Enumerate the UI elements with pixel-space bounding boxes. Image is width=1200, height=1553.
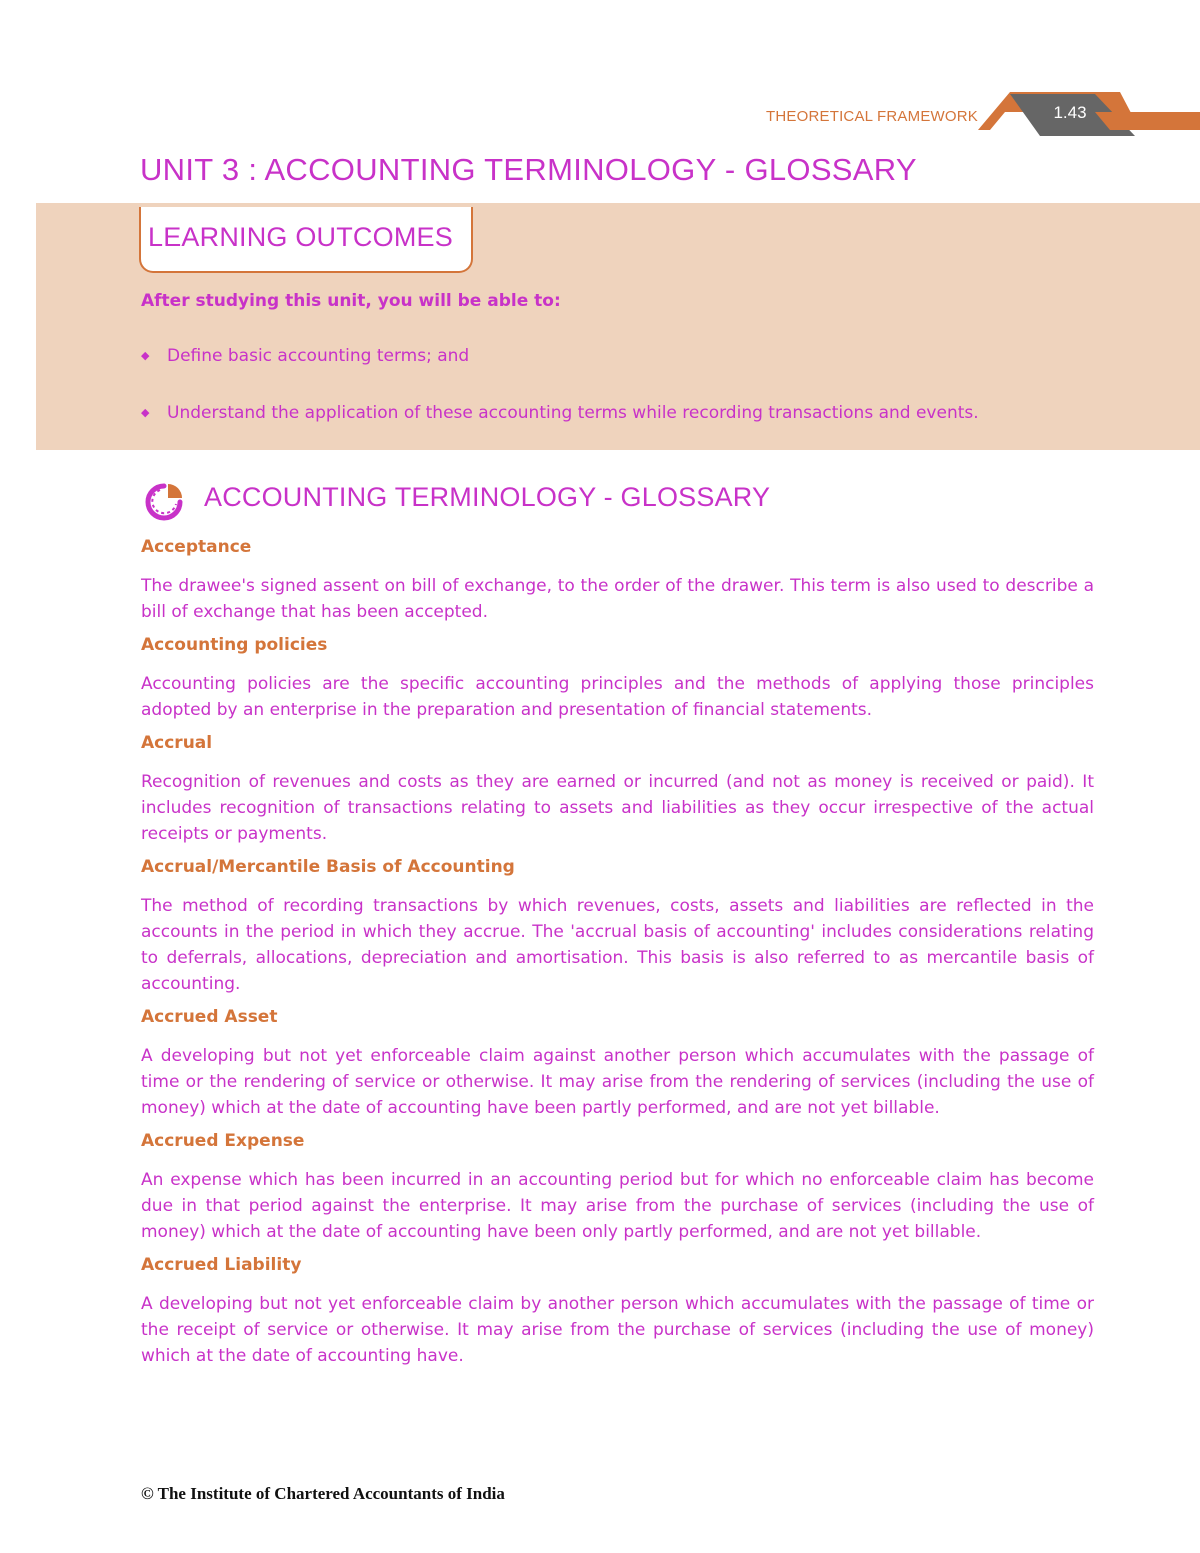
glossary-term: Accrued Expense	[141, 1131, 305, 1151]
unit-title: UNIT 3 : ACCOUNTING TERMINOLOGY - GLOSSARY	[140, 152, 917, 187]
outcome-item	[141, 403, 979, 423]
glossary-definition: A developing but not yet enforceable claim against another person which accumulates with the passage of time or the rendering of service or otherwise. It may arise from the rendering of services (including the use of money) which at the date of accounting have been partly performed, and are not yet billable.	[141, 1046, 1094, 1118]
header-band	[0, 92, 1200, 142]
glossary-term: Accounting policies	[141, 635, 328, 655]
section-title: ACCOUNTING TERMINOLOGY - GLOSSARY	[204, 482, 771, 512]
glossary-entry	[141, 535, 1094, 625]
glossary-term: Accrual/Mercantile Basis of Accounting	[141, 857, 515, 877]
diamond-bullet-icon: ◆	[141, 406, 150, 419]
outcome-item	[141, 346, 469, 366]
glossary-definition: The method of recording transactions by which revenues, costs, assets and liabilities are reflected in the accounts in the period in which they accrue. The 'accrual basis of accounting' includes considerations relating to deferrals, allocations, depreciation and amortisation. This basis is also referred to as mercantile basis of accounting.	[141, 896, 1094, 994]
glossary-definition: A developing but not yet enforceable claim by another person which accumulates with the passage of time or the receipt of service or otherwise. It may arise from the purchase of services (including the use of money) which at the date of accounting have.	[141, 1294, 1094, 1366]
learning-outcomes-heading: LEARNING OUTCOMES	[148, 222, 453, 252]
header-section-label: THEORETICAL FRAMEWORK	[766, 108, 978, 125]
glossary-entry	[141, 1005, 1094, 1121]
outcome-item-text: Define basic accounting terms; and	[167, 346, 470, 366]
glossary-entry	[141, 1253, 1094, 1369]
pie-chart-icon	[140, 480, 188, 522]
outcome-item-text: Understand the application of these accounting terms while recording transactions and events.	[167, 403, 979, 423]
glossary-list	[141, 535, 1094, 1377]
page-number: 1.43	[1053, 103, 1087, 122]
glossary-entry	[141, 633, 1094, 723]
glossary-definition: The drawee's signed assent on bill of exchange, to the order of the drawer. This term is also used to describe a bill of exchange that has been accepted.	[141, 576, 1094, 622]
glossary-entry	[141, 731, 1094, 847]
diamond-bullet-icon: ◆	[141, 349, 150, 362]
glossary-term: Accrued Liability	[141, 1255, 302, 1275]
glossary-term: Acceptance	[141, 537, 252, 557]
glossary-definition: Accounting policies are the specific accounting principles and the methods of applying those principles adopted by an enterprise in the preparation and presentation of financial statements.	[141, 674, 1094, 720]
header-stripe	[1095, 112, 1200, 130]
glossary-definition: An expense which has been incurred in an accounting period but for which no enforceable claim has become due in that period against the enterprise. It may arise from the purchase of services (including the use of money) which at the date of accounting have been only partly performed, and are not yet billable.	[141, 1170, 1094, 1242]
glossary-term: Accrual	[141, 733, 213, 753]
learning-outcomes-intro: After studying this unit, you will be able to:	[141, 291, 561, 311]
glossary-term: Accrued Asset	[141, 1007, 278, 1027]
footer-copyright: © The Institute of Chartered Accountants of India	[141, 1484, 505, 1503]
glossary-entry	[141, 855, 1094, 997]
glossary-definition: Recognition of revenues and costs as they are earned or incurred (and not as money is received or paid). It includes recognition of transactions relating to assets and liabilities as they occur irrespective of the actual receipts or payments.	[141, 772, 1094, 844]
glossary-entry	[141, 1129, 1094, 1245]
